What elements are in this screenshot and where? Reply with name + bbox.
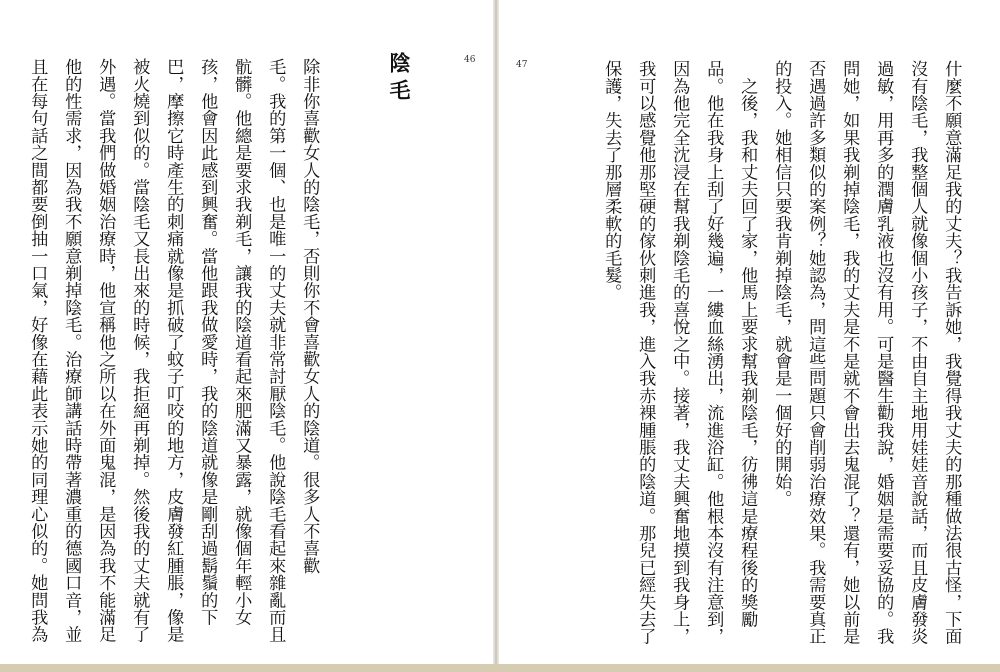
- text-column: 除非你喜歡女人的陰毛，否則你不會喜歡女人的陰道。很多人不喜歡: [299, 58, 320, 574]
- text-column: 否遇過許多類似的案例？她認為，問這些問題只會削弱治療效果。我需要真正: [805, 60, 826, 645]
- text-column: 毛。我的第一個、也是唯一的丈夫就非常討厭陰毛。他說陰毛看起來雜亂而且: [265, 58, 286, 643]
- text-column: 沒有陰毛，我整個人就像個小孩子，不由自主地用娃娃音說話，而且皮膚發炎: [907, 60, 928, 645]
- page-number-left: 46: [464, 55, 476, 65]
- text-column: 因為他完全沈浸在幫我剃陰毛的喜悅之中。接著，我丈夫興奮地摸到我身上，: [669, 60, 690, 645]
- text-column: 他的性需求，因為我不願意剃掉陰毛。治療師講話時帶著濃重的德國口音，並: [61, 58, 82, 643]
- page-gutter: [493, 0, 499, 664]
- text-column: 之後，我和丈夫回了家，他馬上要求幫我剃陰毛，彷彿這是療程後的獎勵: [737, 60, 758, 628]
- text-column: 骯髒。他總是要求我剃毛，讓我的陰道看起來肥滿又暴露，就像個年輕小女: [231, 58, 252, 626]
- text-column: 品。他在我身上刮了好幾遍，一縷血絲湧出，流進浴缸。他根本沒有注意到，: [703, 60, 724, 645]
- text-column: 什麼不願意滿足我的丈夫？我告訴她，我覺得我丈夫的那種做法很古怪，下面: [941, 60, 962, 645]
- page-bottom-edge: [0, 664, 1000, 672]
- text-column: 巴，摩擦它時產生的刺痛就像是抓破了蚊子叮咬的地方，皮膚發紅腫脹，像是: [163, 58, 184, 643]
- text-column: 我可以感覺他那堅硬的傢伙刺進我，進入我赤裸腫脹的陰道。那兒已經失去了: [635, 60, 656, 645]
- text-column: 孩，他會因此感到興奮。當他跟我做愛時，我的陰道就像是剛刮過鬍鬚的下: [197, 58, 218, 626]
- text-column: 外遇。當我們做婚姻治療時，他宣稱他之所以在外面鬼混，是因為我不能滿足: [95, 58, 116, 643]
- text-column: 過敏，用再多的潤膚乳液也沒有用。可是醫生勸我說，婚姻是需要妥協的。我: [873, 60, 894, 645]
- text-column: 被火燒到似的。當陰毛又長出來的時候，我拒絕再剃掉。然後我的丈夫就有了: [129, 58, 150, 643]
- text-column: 且在每句話之間都要倒抽一口氣，好像在藉此表示她的同理心似的。她問我為: [27, 58, 48, 643]
- text-column: 保護，失去了那層柔軟的毛髮。: [601, 60, 622, 301]
- page-number-right: 47: [516, 60, 528, 70]
- text-column: 問她，如果我剃掉陰毛，我的丈夫是不是就不會出去鬼混了？還有，她以前是: [839, 60, 860, 645]
- chapter-title: 陰毛: [387, 52, 412, 106]
- text-column: 的投入。她相信只要我肯剃掉陰毛，就會是一個好的開始。: [771, 60, 792, 508]
